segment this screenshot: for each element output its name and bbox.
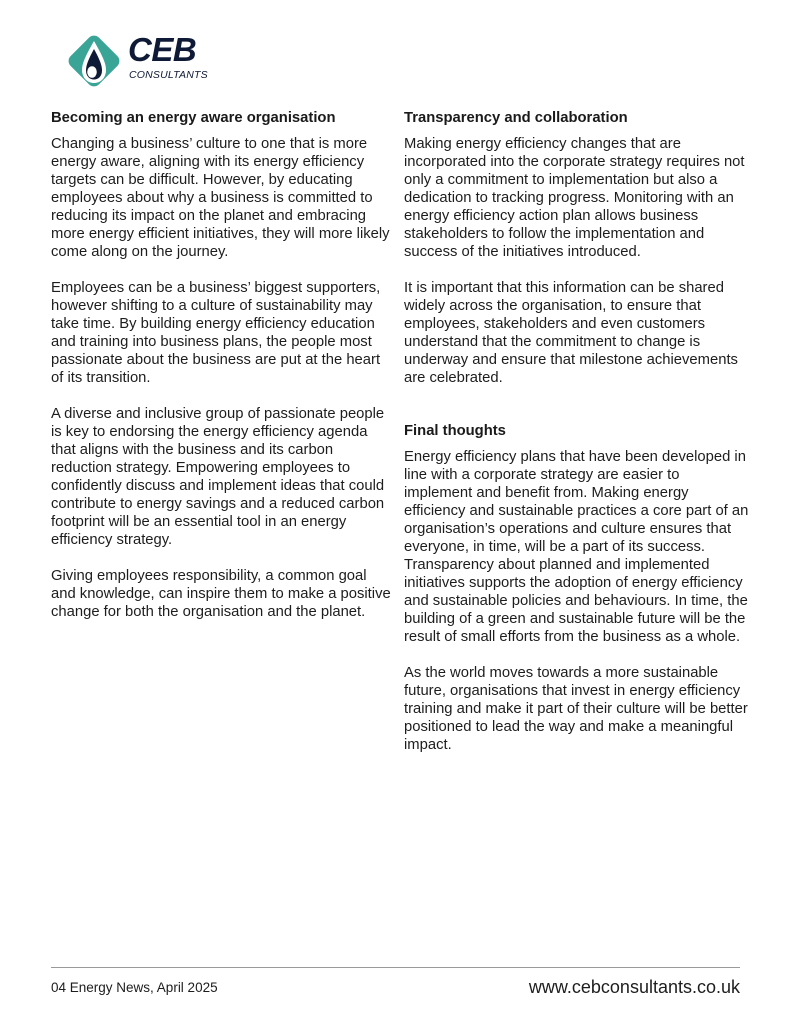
paragraph: As the world moves towards a more sustainable future, organisations that invest in energy efficiency training and make it part of their culture will be better positioned to lead the way and make a meaningful impact. (404, 665, 748, 753)
paragraph: It is important that this information can be shared widely across the organisation, to ensure that employees, stakeholders and even customers understand that the commitment to change is underway and ensure that milestone achievements are celebrated. (404, 280, 738, 386)
logo-brand-text: CEB (128, 31, 197, 68)
section-heading-energy-aware: Becoming an energy aware organisation (51, 110, 336, 126)
paragraph: A diverse and inclusive group of passionate people is key to endorsing the energy efficiency agenda that aligns with the business and its carbon reduction strategy. Empowering employees to confidently discuss and implement ideas that could contribute to energy savings and a reduced carbon footprint will be an essential tool in an energy efficiency strategy. (51, 406, 385, 548)
paragraph: Energy efficiency plans that have been developed in line with a corporate strategy are easier to implement and benefit from. Making energy efficiency and sustainable practices a core part of an organisation’s operations and culture ensures that everyone, in time, will be a part of its success. Transparency about planned and implemented initiatives supports the adoption of energy efficiency and sustainable policies and behaviours. In time, the building of a green and sustainable future will be the result of small efforts from the business as a whole. (404, 449, 749, 645)
footer-divider (51, 967, 740, 968)
section-heading-transparency: Transparency and collaboration (404, 110, 628, 126)
paragraph: Changing a business’ culture to one that is more energy aware, aligning with its energy efficiency targets can be difficult. However, by educating employees about why a business is committed to reducing its impact on the planet and embracing more energy efficient initiatives, they will more likely come along on the journey. (51, 136, 390, 260)
paragraph: Employees can be a business’ biggest supporters, however shifting to a culture of sustainability may take time. By building energy efficiency education and training into business plans, the people most passionate about the business are put at the heart of its transition. (51, 280, 381, 386)
company-logo (62, 29, 208, 93)
left-column (51, 108, 391, 639)
section-heading-final-thoughts: Final thoughts (404, 423, 506, 439)
paragraph: Making energy efficiency changes that are incorporated into the corporate strategy requires not only a commitment to implementation but also a dedication to tracking progress. Monitoring with an energy efficiency action plan allows business stakeholders to follow the implementation and success of the initiatives introduced. (404, 136, 745, 260)
water-drop-icon (62, 29, 126, 93)
logo-subtitle: CONSULTANTS (129, 69, 208, 81)
footer-issue-label: 04 Energy News, April 2025 (51, 980, 218, 995)
right-column (404, 108, 749, 772)
paragraph: Giving employees responsibility, a common goal and knowledge, can inspire them to make a positive change for both the organisation and the planet. (51, 568, 391, 620)
footer-website-link[interactable]: www.cebconsultants.co.uk (528, 977, 740, 997)
